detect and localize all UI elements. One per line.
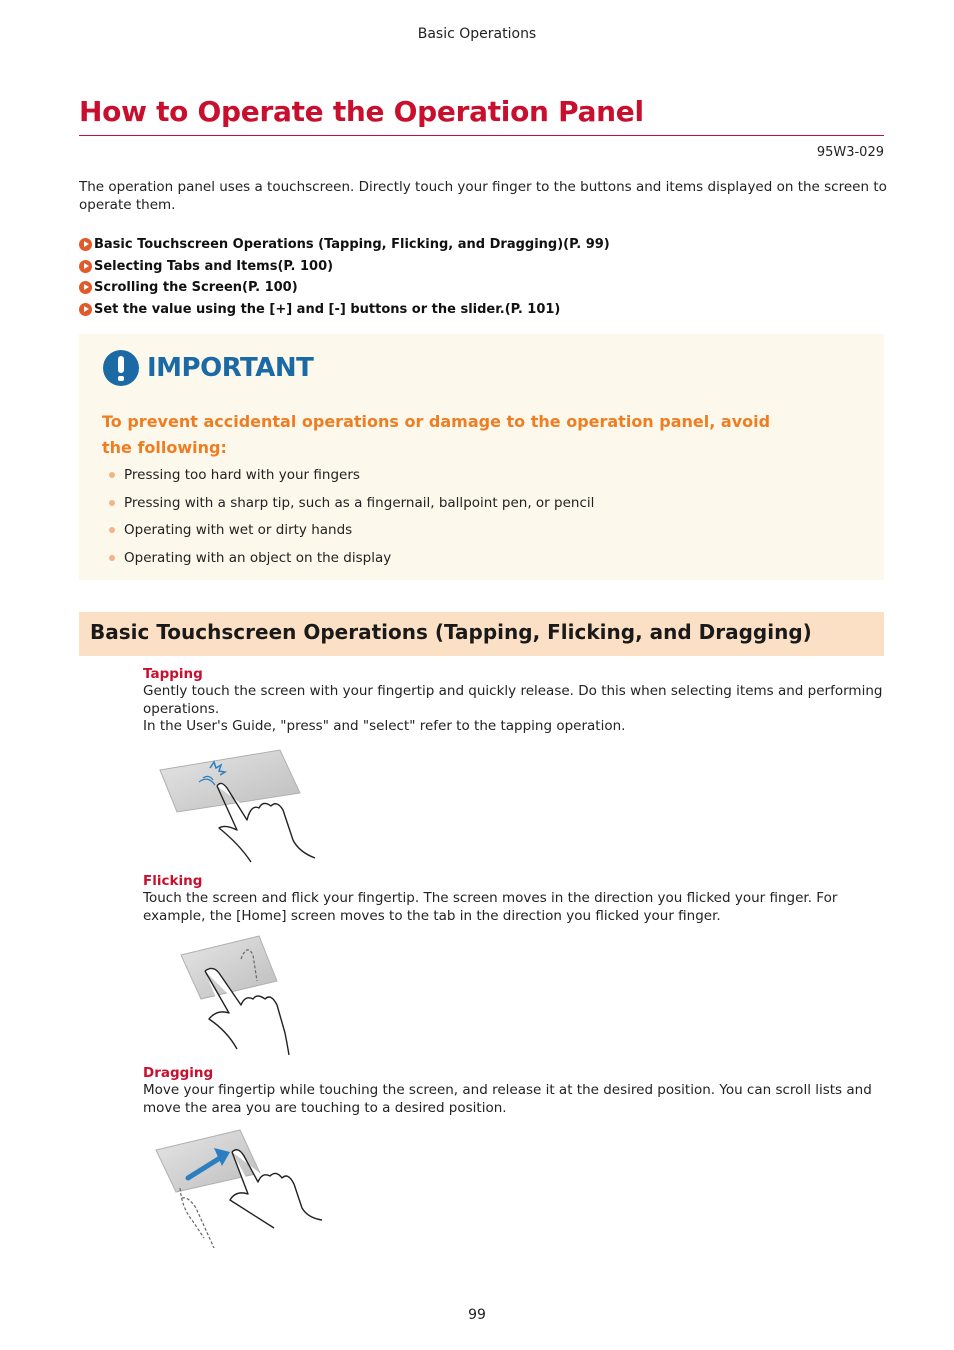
- page-number: 99: [468, 1307, 486, 1323]
- running-head: Basic Operations: [417, 26, 537, 42]
- term-tapping: Tapping: [143, 666, 203, 682]
- flicking-description: Touch the screen and flick your fingertip. The screen moves in the direction you flicked your finger. For example, the [Home] screen moves to the tab in the direction you flicked your finger.: [143, 890, 838, 924]
- link-list: [79, 234, 889, 320]
- link-set-value[interactable]: [79, 299, 889, 321]
- exclamation-circle-icon: [103, 350, 139, 386]
- important-box: [79, 334, 884, 580]
- link-label: Set the value using the [+] and [-] buttons or the slider.(P. 101): [94, 301, 561, 317]
- section-title: Basic Touchscreen Operations (Tapping, Flicking, and Dragging): [90, 620, 812, 644]
- important-label: IMPORTANT: [147, 353, 314, 383]
- section-header: [79, 612, 884, 656]
- title-rule: [79, 135, 884, 136]
- tapping-description: Gently touch the screen with your fingertip and quickly release. Do this when selecting items and performing operations.: [143, 683, 883, 717]
- important-list: [106, 466, 594, 576]
- link-basic-touchscreen[interactable]: [79, 234, 889, 256]
- intro-paragraph: The operation panel uses a touchscreen. Directly touch your finger to the buttons and items displayed on the screen to operate them.: [79, 179, 887, 213]
- link-label: Scrolling the Screen(P. 100): [94, 280, 298, 296]
- dragging-description: Move your fingertip while touching the screen, and release it at the desired position. You can scroll lists and move the area you are touching to a desired position.: [143, 1082, 872, 1116]
- doc-id: 95W3-029: [816, 145, 884, 160]
- dragging-illustration: [152, 1128, 327, 1253]
- list-item: Operating with wet or dirty hands: [106, 521, 594, 549]
- page-title: How to Operate the Operation Panel: [79, 95, 644, 128]
- circle-arrow-icon: [79, 238, 92, 251]
- list-item: Pressing with a sharp tip, such as a fingernail, ballpoint pen, or pencil: [106, 494, 594, 522]
- list-item: Operating with an object on the display: [106, 549, 594, 577]
- list-item: Pressing too hard with your fingers: [106, 466, 594, 494]
- link-selecting-tabs[interactable]: [79, 256, 889, 278]
- circle-arrow-icon: [79, 260, 92, 273]
- tapping-illustration: [155, 748, 320, 866]
- circle-arrow-icon: [79, 303, 92, 316]
- link-label: Basic Touchscreen Operations (Tapping, Flicking, and Dragging)(P. 99): [94, 237, 610, 253]
- link-scrolling[interactable]: [79, 277, 889, 299]
- important-heading: To prevent accidental operations or damage to the operation panel, avoid the following:: [102, 412, 771, 457]
- circle-arrow-icon: [79, 281, 92, 294]
- tapping-note: In the User's Guide, "press" and "select" refer to the tapping operation.: [143, 718, 626, 734]
- term-flicking: Flicking: [143, 873, 203, 889]
- term-dragging: Dragging: [143, 1065, 214, 1081]
- link-label: Selecting Tabs and Items(P. 100): [94, 258, 334, 274]
- flicking-illustration: [177, 933, 297, 1057]
